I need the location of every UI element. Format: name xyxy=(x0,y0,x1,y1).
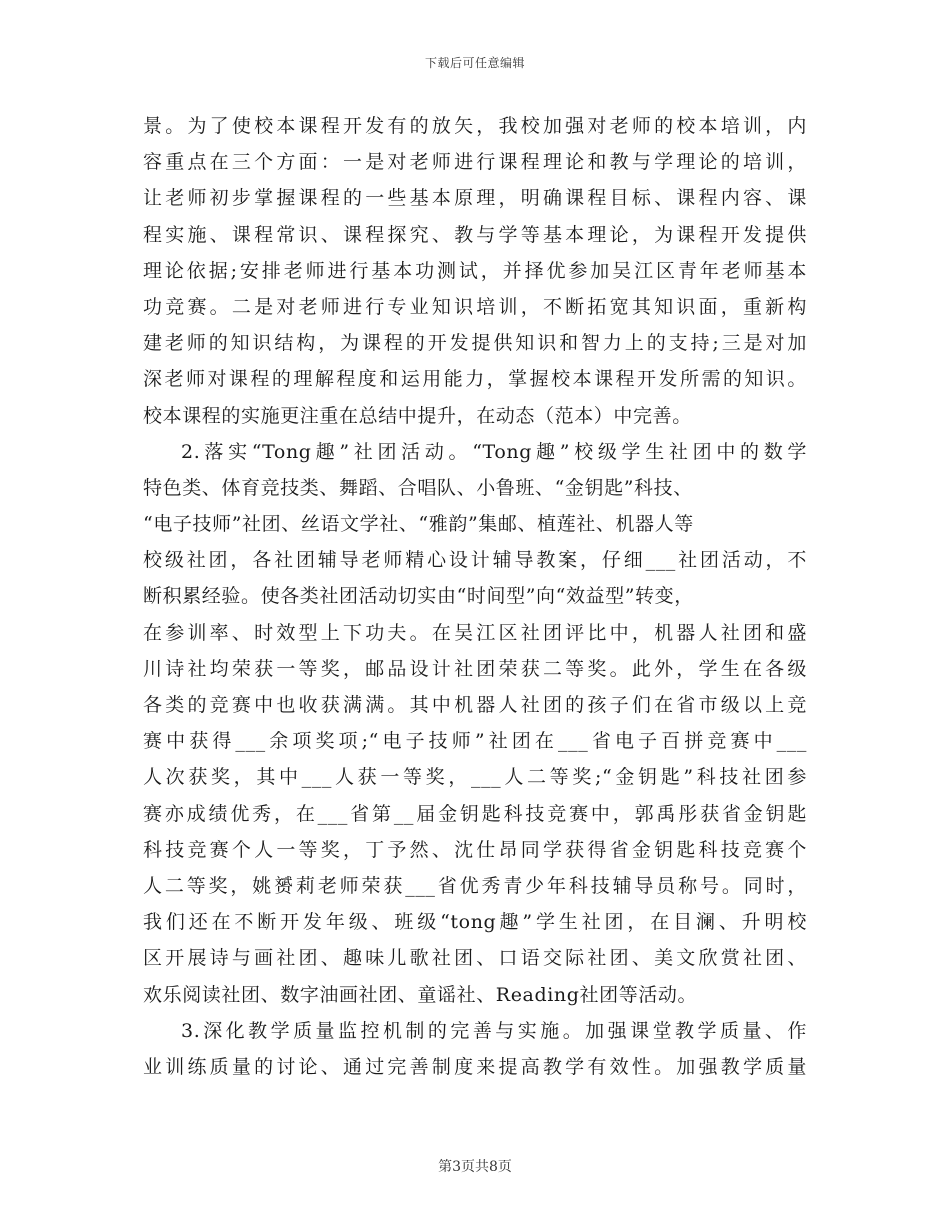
text-line: 功竞赛。二是对老师进行专业知识培训，不断拓宽其知识面，重新构 xyxy=(143,295,807,318)
text-line: 科技竞赛个人一等奖，丁予然、沈仕昂同学获得省金钥匙科技竞赛个 xyxy=(143,838,807,861)
text-line: 建老师的知识结构，为课程的开发提供知识和智力上的支持;三是对加 xyxy=(143,332,807,355)
text-line: 让老师初步掌握课程的一些基本原理，明确课程目标、课程内容、课 xyxy=(143,187,807,210)
text-line: 赛中获得___余项奖项;“电子技师”社团在___省电子百拼竞赛中___ xyxy=(143,730,807,753)
text-line: 校本课程的实施更注重在总结中提升，在动态（范本）中完善。 xyxy=(143,404,692,427)
text-line: 欢乐阅读社团、数字油画社团、童谣社、Reading社团等活动。 xyxy=(143,983,698,1006)
text-line: 特色类、体育竞技类、舞蹈、合唱队、小鲁班、“金钥匙”科技、 xyxy=(143,476,693,499)
text-line: 程实施、课程常识、课程探究、教与学等基本理论，为课程开发提供 xyxy=(143,223,807,246)
text-line: 人次获奖，其中___人获一等奖，___人二等奖;“金钥匙”科技社团参 xyxy=(143,766,807,789)
text-line: 赛亦成绩优秀，在___省第__届金钥匙科技竞赛中，郭禹彤获省金钥匙 xyxy=(143,802,807,825)
text-line: 区开展诗与画社团、趣味儿歌社团、口语交际社团、美文欣赏社团、 xyxy=(143,947,807,970)
document-body xyxy=(143,108,807,1085)
text-line: 我们还在不断开发年级、班级“tong趣”学生社团，在目澜、升明校 xyxy=(143,911,807,934)
text-line: 2.落实“Tong趣”社团活动。“Tong趣”校级学生社团中的数学 xyxy=(181,440,807,463)
text-line: “电子技师”社团、丝语文学社、“雅韵”集邮、植莲社、机器人等 xyxy=(143,513,694,536)
text-line: 各类的竞赛中也收获满满。其中机器人社团的孩子们在省市级以上竞 xyxy=(143,694,807,716)
text-line: 校级社团，各社团辅导老师精心设计辅导教案，仔细___社团活动，不 xyxy=(143,549,807,572)
page-header: 下载后可任意编辑 xyxy=(424,56,525,70)
page-footer: 第3页共8页 xyxy=(438,1159,512,1175)
text-line: 景。为了使校本课程开发有的放矢，我校加强对老师的校本培训，内 xyxy=(143,115,807,137)
text-line: 容重点在三个方面：一是对老师进行课程理论和教与学理论的培训， xyxy=(143,151,807,174)
text-line: 断积累经验。使各类社团活动切实由“时间型”向“效益型”转变， xyxy=(143,585,694,608)
text-line: 在参训率、时效型上下功夫。在吴江区社团评比中，机器人社团和盛 xyxy=(143,621,807,644)
text-line: 理论依据;安排老师进行基本功测试，并择优参加吴江区青年老师基本 xyxy=(143,259,807,282)
text-line: 业训练质量的讨论、通过完善制度来提高教学有效性。加强教学质量 xyxy=(143,1055,807,1078)
text-line: 深老师对课程的理解程度和运用能力，掌握校本课程开发所需的知识。 xyxy=(143,368,807,391)
text-line: 川诗社均荣获一等奖，邮品设计社团荣获二等奖。此外，学生在各级 xyxy=(143,657,807,680)
text-line: 人二等奖，姚赟莉老师荣获___省优秀青少年科技辅导员称号。同时， xyxy=(143,874,807,897)
text-line: 3.深化教学质量监控机制的完善与实施。加强课堂教学质量、作 xyxy=(181,1019,807,1042)
